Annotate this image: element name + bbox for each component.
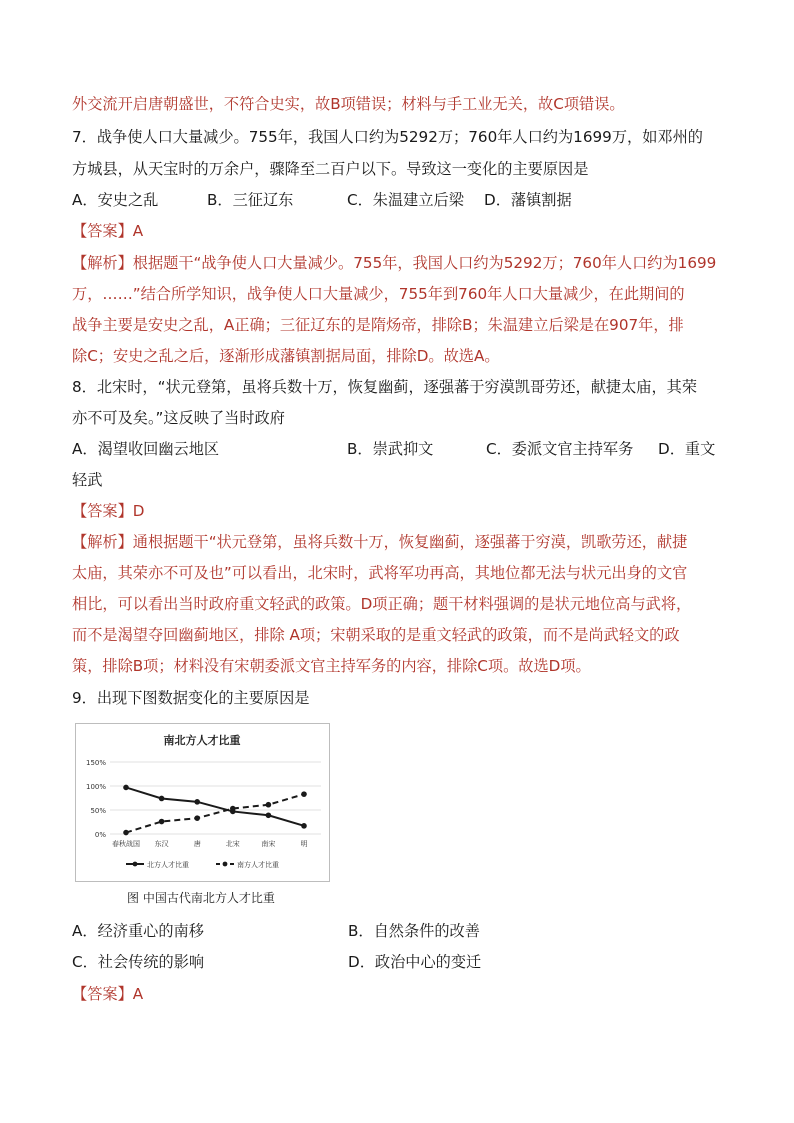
q8-analysis-line3: 相比，可以看出当时政府重文轻武的政策。D项正确；题干材料强调的是状元地位高与武将， — [72, 595, 692, 613]
chart-title: 南北方人才比重 — [163, 734, 241, 747]
x-tick-label: 东汉 — [154, 840, 169, 848]
q7-analysis-line1 — [72, 253, 732, 273]
q9-options-row2 — [72, 952, 732, 972]
q9-option-a: A．经济重心的南移 — [72, 922, 204, 940]
x-tick-label: 春秋战国 — [112, 840, 140, 848]
q8-stem-line2: 亦不可及矣。”这反映了当时政府 — [72, 409, 285, 427]
q7-stem-line2: 方城县，从天宝时的万余户，骤降至二百户以下。导致这一变化的主要原因是 — [72, 160, 589, 178]
analysis-tag: 【解析】 — [72, 533, 133, 551]
x-tick-label: 唐 — [193, 840, 201, 848]
data-point — [266, 812, 272, 818]
q8-analysis-line5: 策，排除B项；材料没有宋朝委派文官主持军务的内容，排除C项。故选D项。 — [72, 657, 591, 675]
series-line — [126, 794, 304, 832]
q9-options-row1 — [72, 921, 732, 941]
analysis-text: 根据题干“战争使人口大量减少。755年，我国人口约为5292万；760年人口约为1699 — [132, 254, 717, 272]
data-point — [159, 819, 165, 825]
q8-option-a: A．渴望收回幽云地区 — [72, 440, 220, 458]
data-point — [159, 796, 165, 802]
answer-tag: 【答案】 — [72, 222, 133, 240]
analysis-text: 通根据题干“状元登第，虽将兵数十万，恢复幽蓟，逐强蕃于穷漠，凯歌劳还，献捷 — [132, 533, 688, 551]
legend-label: 北方人才比重 — [147, 861, 189, 869]
q9-option-b: B．自然条件的改善 — [348, 922, 480, 940]
q8-analysis-line1 — [72, 532, 732, 552]
q7-options — [72, 190, 732, 210]
y-tick-label: 0% — [94, 831, 106, 839]
analysis-tag: 【解析】 — [72, 254, 133, 272]
q7-analysis-line4: 除C；安史之乱之后，逐渐形成藩镇割据局面，排除D。故选A。 — [72, 347, 500, 365]
data-point — [266, 802, 272, 808]
q8-option-d: D．重文 — [658, 440, 716, 458]
y-tick-label: 150% — [85, 759, 106, 767]
data-point — [194, 799, 200, 805]
x-tick-label: 明 — [300, 840, 308, 848]
q7-analysis-line3: 战争主要是安史之乱，A正确；三征辽东的是隋炀帝，排除B；朱温建立后梁是在907年，排 — [72, 316, 684, 334]
q8-option-b: B．崇武抑文 — [347, 440, 434, 458]
q8-option-c: C．委派文官主持军务 — [486, 440, 634, 458]
x-tick-label: 北宋 — [225, 840, 240, 848]
q8-analysis-line2: 太庙，其荣亦不可及也”可以看出，北宋时，武将军功再高，其地位都无法与状元出身的文官 — [72, 564, 688, 582]
data-point — [123, 785, 129, 791]
answer-value: D — [132, 502, 145, 520]
q7-option-a: A．安史之乱 — [72, 191, 159, 209]
legend-label: 南方人才比重 — [237, 861, 279, 869]
legend-marker — [223, 862, 228, 867]
q9-answer — [72, 984, 732, 1004]
y-tick-label: 50% — [90, 807, 106, 815]
q8-option-d-wrap: 轻武 — [72, 471, 103, 489]
answer-value: A — [132, 222, 144, 240]
q9-stem: 9．出现下图数据变化的主要原因是 — [72, 689, 310, 707]
data-point — [230, 806, 236, 812]
answer-value: A — [132, 985, 144, 1003]
data-point — [301, 791, 307, 797]
legend-marker — [133, 862, 138, 867]
answer-tag: 【答案】 — [72, 502, 133, 520]
x-tick-label: 南宋 — [261, 840, 276, 848]
answer-tag: 【答案】 — [72, 985, 133, 1003]
q8-options — [72, 439, 732, 459]
data-point — [301, 823, 307, 829]
data-point — [123, 830, 129, 836]
series-line — [126, 787, 304, 825]
q7-option-b: B．三征辽东 — [207, 191, 294, 209]
q7-answer — [72, 221, 732, 241]
q7-analysis-line2: 万，……”结合所学知识，战争使人口大量减少，755年到760年人口大量减少，在此期间的 — [72, 285, 685, 303]
q7-stem-line1: 7．战争使人口大量减少。755年，我国人口约为5292万；760年人口约为1699万，如邓州的 — [72, 128, 703, 146]
q9-option-d: D．政治中心的变迁 — [348, 953, 482, 971]
q7-option-d: D．藩镇割据 — [484, 191, 572, 209]
y-tick-label: 100% — [85, 783, 106, 791]
talent-ratio-chart — [75, 723, 330, 882]
figure-caption: 图 中国古代南北方人才比重 — [127, 891, 275, 905]
q9-option-c: C．社会传统的影响 — [72, 953, 205, 971]
prev-analysis-tail: 外交流开启唐朝盛世，不符合史实，故B项错误；材料与手工业无关，故C项错误。 — [72, 95, 625, 113]
chart-svg — [76, 724, 329, 881]
q7-option-c: C．朱温建立后梁 — [347, 191, 464, 209]
q8-analysis-line4: 而不是渴望夺回幽蓟地区，排除 A项；宋朝采取的是重文轻武的政策，而不是尚武轻文的政 — [72, 626, 680, 644]
q8-answer — [72, 501, 732, 521]
data-point — [194, 815, 200, 821]
q8-stem-line1: 8．北宋时，“状元登第，虽将兵数十万，恢复幽蓟，逐强蕃于穷漠凯哥劳还，献捷太庙，其荣 — [72, 378, 698, 396]
